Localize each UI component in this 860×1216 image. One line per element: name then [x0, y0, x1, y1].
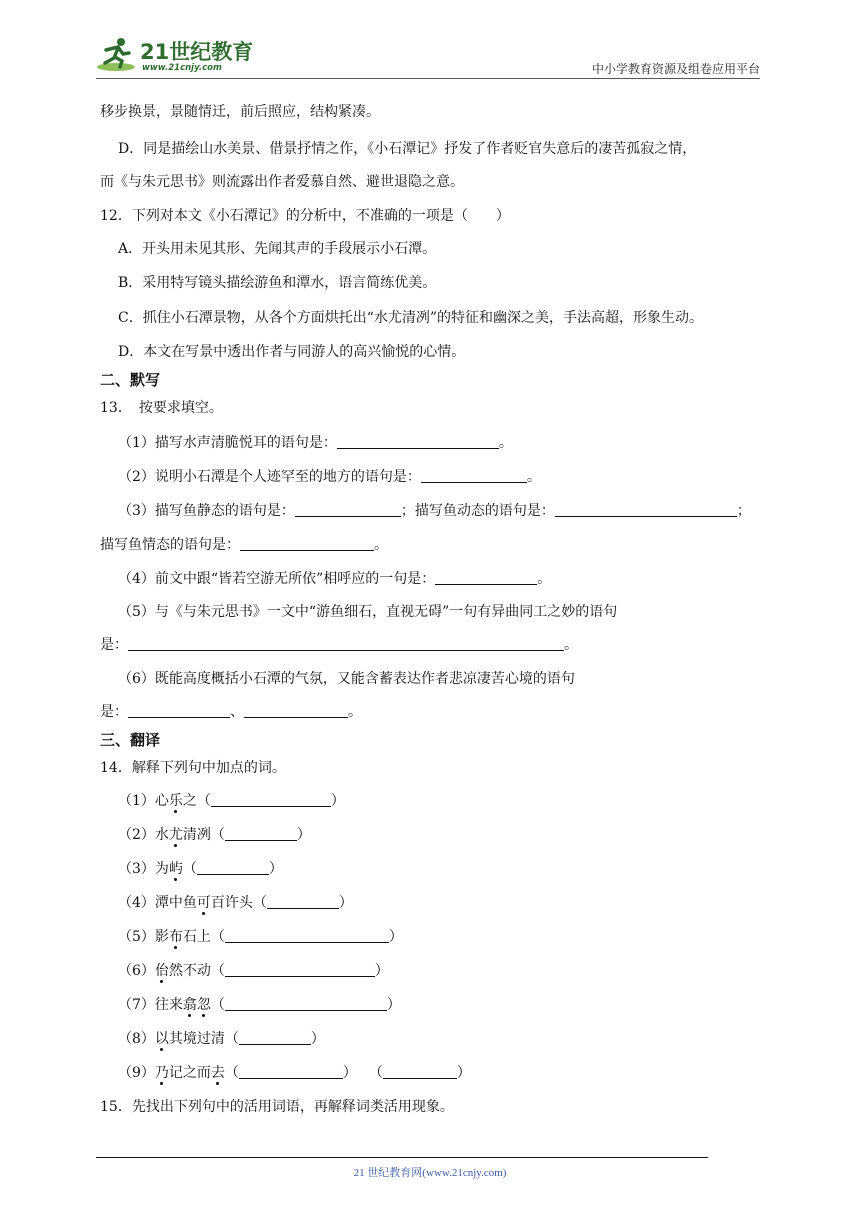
answer-blank[interactable]: [225, 996, 387, 1011]
q14-item: （9）乃记之而去（ ） （ ）: [118, 1065, 471, 1081]
answer-blank[interactable]: [239, 1030, 311, 1045]
q13-item-1: （1）描写水声清脆悦耳的语句是： 。: [118, 435, 513, 451]
q15-stem: 15．先找出下列句中的活用词语，再解释词类活用现象。: [100, 1099, 454, 1115]
answer-blank[interactable]: [295, 502, 401, 517]
logo-text: 21世纪教育: [140, 40, 254, 64]
answer-blank[interactable]: [225, 928, 389, 943]
section-2-title: 二、默写: [100, 371, 161, 389]
answer-blank[interactable]: [240, 536, 374, 551]
q11-continuation: 移步换景，景随情迁，前后照应，结构紧凑。: [100, 104, 380, 120]
site-logo[interactable]: [96, 34, 266, 78]
q13-item-3-cont: 描写鱼情态的语句是： 。: [100, 537, 388, 553]
logo-url: www.21cnjy.com: [142, 63, 222, 73]
q13-stem: 13． 按要求填空。: [100, 400, 223, 416]
header-divider: [96, 78, 760, 79]
q14-stem: 14．解释下列句中加点的词。: [100, 760, 286, 776]
q13-item-3: （3）描写鱼静态的语句是： ；描写鱼动态的语句是： ；: [118, 503, 751, 519]
answer-blank[interactable]: [555, 502, 737, 517]
answer-blank[interactable]: [239, 1064, 343, 1079]
q14-item: （8）以其境过清（ ）: [118, 1031, 325, 1047]
q14-item: （6）佁然不动（ ）: [118, 963, 389, 979]
answer-blank[interactable]: [267, 894, 339, 909]
platform-name: 中小学教育资源及组卷应用平台: [591, 62, 760, 76]
q12-option-c: C．抓住小石潭景物，从各个方面烘托出“水尤清冽”的特征和幽深之美，手法高超，形象生动。: [118, 310, 704, 326]
answer-blank[interactable]: [197, 860, 269, 875]
q14-item: （1）心乐之（ ）: [118, 793, 345, 809]
section-3-title: 三、翻译: [100, 731, 161, 749]
page-header: [96, 34, 760, 78]
answer-blank[interactable]: [435, 570, 537, 585]
answer-blank[interactable]: [225, 826, 297, 841]
answer-blank[interactable]: [383, 1064, 457, 1079]
answer-blank[interactable]: [128, 636, 564, 651]
q13-item-6: （6）既能高度概括小石潭的气氛，又能含蓄表达作者悲凉凄苦心境的语句: [118, 671, 575, 687]
q13-item-6-cont: 是： 、 。: [100, 704, 362, 720]
answer-blank[interactable]: [421, 468, 527, 483]
footer-divider: [96, 1157, 708, 1158]
q11-option-d: D．同是描绘山水美景、借景抒情之作，《小石潭记》抒发了作者贬官失意后的凄苦孤寂之情，: [118, 141, 697, 157]
runner-logo-icon: [96, 36, 136, 72]
answer-blank[interactable]: [337, 434, 499, 449]
q14-item: （2）水尤清冽（ ）: [118, 827, 311, 843]
q14-item: （5）影布石上（ ）: [118, 929, 403, 945]
footer-link[interactable]: 21 世纪教育网(www.21cnjy.com): [353, 1167, 507, 1179]
answer-blank[interactable]: [225, 962, 375, 977]
q12-option-b: B．采用特写镜头描绘游鱼和潭水，语言简练优美。: [118, 275, 437, 291]
answer-blank[interactable]: [128, 703, 230, 718]
q14-item: （3）为屿（ ）: [118, 861, 283, 877]
q14-item: （4）潭中鱼可百许头（ ）: [118, 895, 353, 911]
q13-item-4: （4）前文中跟“皆若空游无所依”相呼应的一句是： 。: [118, 571, 552, 587]
answer-blank[interactable]: [211, 792, 331, 807]
q12-option-a: A．开头用未见其形、先闻其声的手段展示小石潭。: [118, 241, 437, 257]
q12-stem: 12．下列对本文《小石潭记》的分析中，不准确的一项是（ ）: [100, 208, 510, 224]
q13-item-5: （5）与《与朱元思书》一文中“游鱼细石，直视无碍”一句有异曲同工之妙的语句: [118, 604, 618, 620]
q13-item-5-cont: 是： 。: [100, 637, 578, 653]
answer-blank[interactable]: [244, 703, 348, 718]
q11-option-d-cont: 而《与朱元思书》则流露出作者爱慕自然、避世退隐之意。: [100, 174, 464, 190]
q12-option-d: D．本文在写景中透出作者与同游人的高兴愉悦的心情。: [118, 344, 466, 360]
q14-item: （7）往来翕忽（ ）: [118, 997, 401, 1013]
q13-item-2: （2）说明小石潭是个人迹罕至的地方的语句是： 。: [118, 469, 541, 485]
